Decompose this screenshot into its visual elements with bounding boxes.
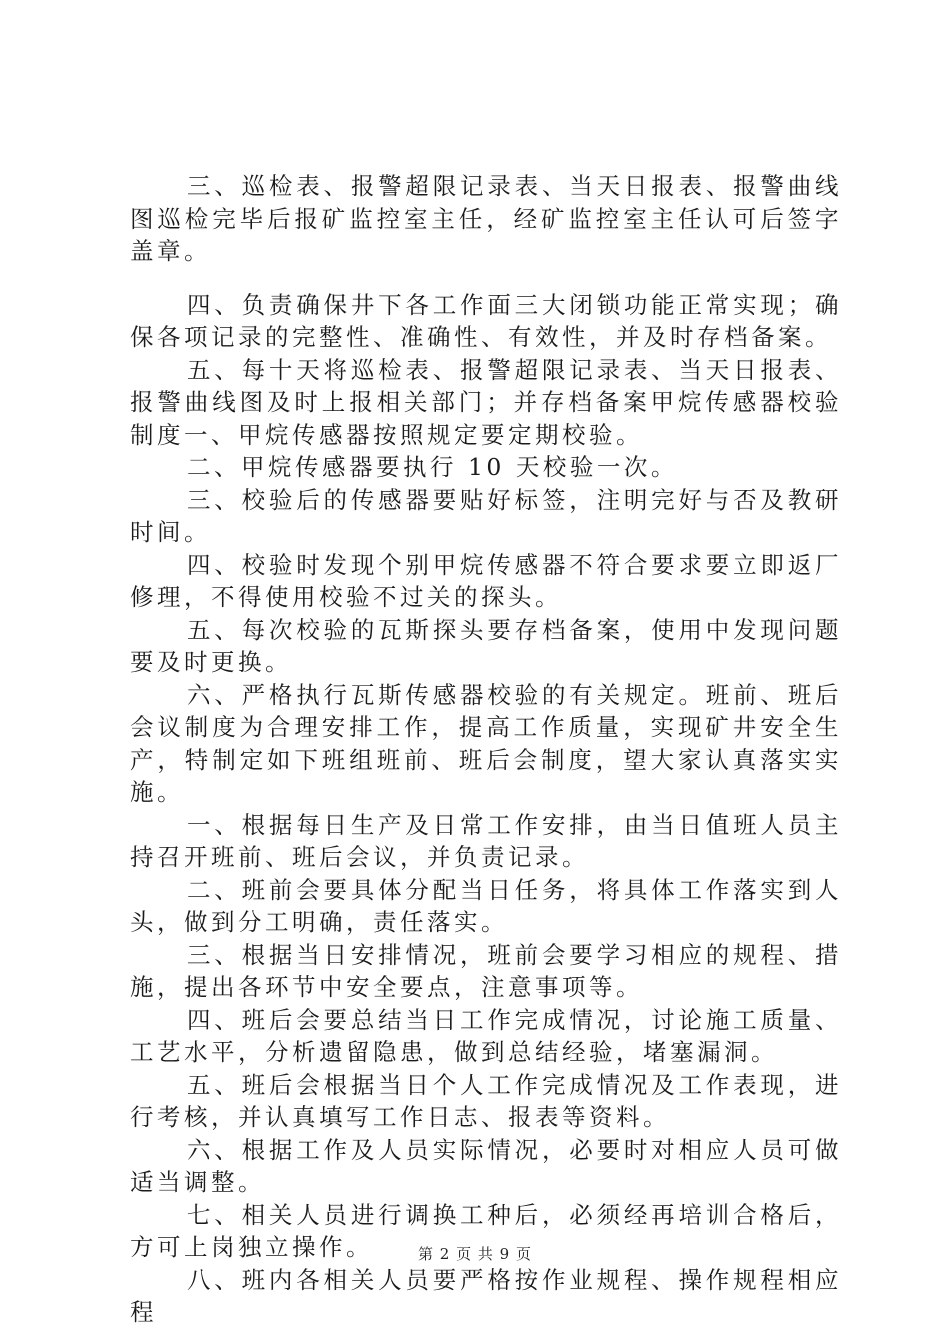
paragraph: 六、严格执行瓦斯传感器校验的有关规定。班前、班后会议制度为合理安排工作，提高工作质量，实现矿井安全生产，特制定如下班组班前、班后会制度，望大家认真落实实施。 [130,680,842,806]
paragraph: 二、甲烷传感器要执行 10 天校验一次。 [187,453,678,481]
paragraph: 一、根据每日生产及日常工作安排，由当日值班人员主持召开班前、班后会议，并负责记录。 [130,810,842,871]
paragraph: 二、班前会要具体分配当日任务，将具体工作落实到人头，做到分工明确，责任落实。 [130,875,842,936]
paragraph: 五、每十天将巡检表、报警超限记录表、当天日报表、报警曲线图及时上报相关部门；并存档备案甲烷传感器校验制度一、甲烷传感器按照规定要定期校验。 [130,355,842,449]
paragraph: 三、校验后的传感器要贴好标签，注明完好与否及教研时间。 [130,485,842,546]
paragraph: 四、负责确保井下各工作面三大闭锁功能正常实现；确保各项记录的完整性、准确性、有效性，并及时存档备案。 [130,290,842,351]
paragraph: 六、根据工作及人员实际情况，必要时对相应人员可做适当调整。 [130,1135,842,1196]
paragraph: 三、巡检表、报警超限记录表、当天日报表、报警曲线图巡检完毕后报矿监控室主任，经矿监控室主任认可后签字盖章。 [130,172,842,265]
paragraph: 三、根据当日安排情况，班前会要学习相应的规程、措施，提出各环节中安全要点，注意事项等。 [130,940,842,1001]
paragraph: 七、相关人员进行调换工种后，必须经再培训合格后，方可上岗独立操作。 [130,1200,842,1261]
page-number-footer: 第 2 页 共 9 页 [418,1245,532,1263]
paragraph: 五、每次校验的瓦斯探头要存档备案，使用中发现问题要及时更换。 [130,615,842,676]
paragraph: 四、班后会要总结当日工作完成情况，讨论施工质量、工艺水平，分析遗留隐患，做到总结经验，堵塞漏洞。 [130,1005,842,1066]
paragraph: 五、班后会根据当日个人工作完成情况及工作表现，进行考核，并认真填写工作日志、报表等资料。 [130,1070,842,1131]
paragraph: 八、班内各相关人员要严格按作业规程、操作规程相应程 [130,1265,842,1326]
document-body [130,170,842,1329]
paragraph: 四、校验时发现个别甲烷传感器不符合要求要立即返厂修理，不得使用校验不过关的探头。 [130,550,842,611]
